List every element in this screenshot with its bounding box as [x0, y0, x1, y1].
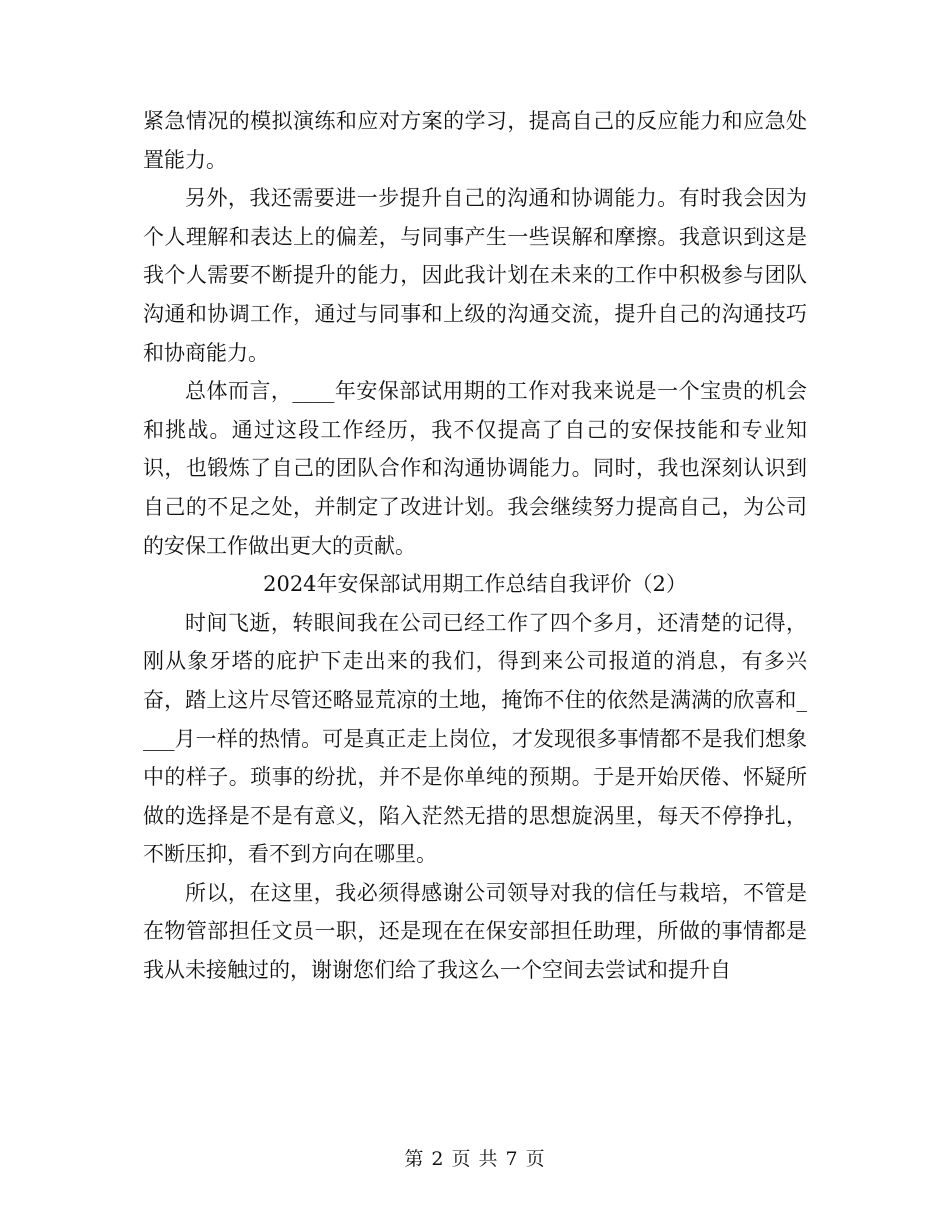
- document-body: [143, 102, 807, 990]
- paragraph-gratitude: 所以，在这里，我必须得感谢公司领导对我的信任与栽培，不管是在物管部担任文员一职，还是现在在保安部担任助理，所做的事情都是我从未接触过的，谢谢您们给了我这么一个空间去尝试和提升自: [143, 880, 807, 983]
- section-title: 2024年安保部试用期工作总结自我评价（2）: [263, 572, 687, 597]
- paragraph-communication: 另外，我还需要进一步提升自己的沟通和协调能力。有时我会因为个人理解和表达上的偏差，与同事产生一些误解和摩擦。我意识到这是我个人需要不断提升的能力，因此我计划在未来的工作中积极参与团队沟通和协调工作，通过与同事和上级的沟通交流，提升自己的沟通技巧和协商能力。: [143, 186, 807, 365]
- page-footer: 第 2 页 共 7 页: [404, 1148, 546, 1170]
- paragraph-summary: 总体而言，____年安保部试用期的工作对我来说是一个宝贵的机会和挑战。通过这段工作经历，我不仅提高了自己的安保技能和专业知识，也锻炼了自己的团队合作和沟通协调能力。同时，我也深刻认识到自己的不足之处，并制定了改进计划。我会继续努力提高自己，为公司的安保工作做出更大的贡献。: [143, 379, 807, 558]
- paragraph-time-flies: 时间飞逝，转眼间我在公司已经工作了四个多月，还清楚的记得，刚从象牙塔的庇护下走出来的我们，得到来公司报道的消息，有多兴奋，踏上这片尽管还略显荒凉的土地，掩饰不住的依然是满满的欣喜和____月一样的热情。可是真正走上岗位，才发现很多事情都不是我们想象中的样子。琐事的纷扰，并不是你单纯的预期。于是开始厌倦、怀疑所做的选择是不是有意义，陷入茫然无措的思想旋涡里，每天不停挣扎，不断压抑，看不到方向在哪里。: [143, 610, 807, 867]
- paragraph-continuation: 紧急情况的模拟演练和应对方案的学习，提高自己的反应能力和应急处置能力。: [143, 109, 807, 172]
